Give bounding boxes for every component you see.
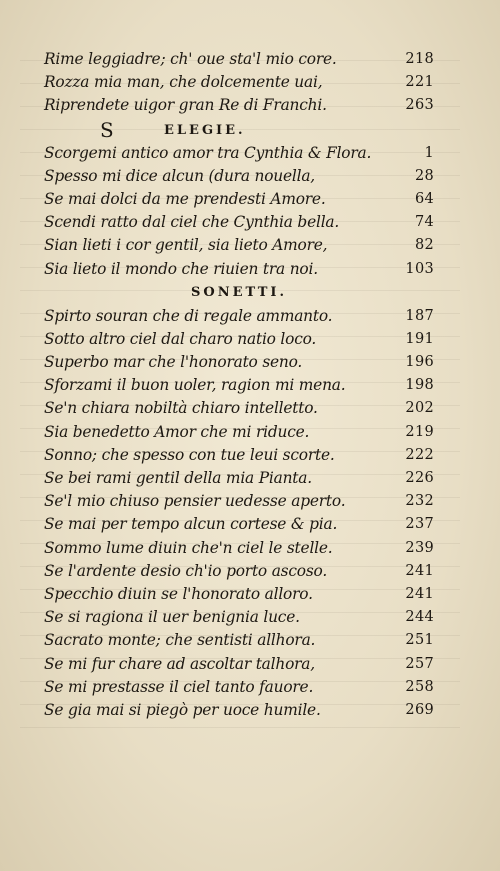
entry-page: 198 [405, 377, 434, 394]
entry-page: 258 [405, 678, 434, 695]
list-item [44, 142, 434, 165]
entry-page: 251 [405, 632, 434, 649]
entry-page: 191 [405, 330, 434, 347]
list-item [44, 258, 434, 281]
entry-text: Se'l mio chiuso pensier uedesse aperto. [44, 492, 346, 511]
entry-text: Riprendete uigor gran Re di Franchi. [44, 96, 327, 115]
list-item [44, 328, 434, 351]
list-item [44, 490, 434, 513]
entry-page: 218 [405, 51, 434, 67]
entry-page: 263 [405, 97, 434, 114]
entry-page: 239 [405, 539, 434, 556]
entry-page: 74 [414, 214, 434, 231]
entry-text: Sommo lume diuin che'n ciel le stelle. [44, 538, 333, 557]
entry-text: Rozza mia man, che dolcemente uai, [44, 73, 323, 92]
entry-page: 257 [405, 655, 434, 672]
entry-text: Sacrato monte; che sentisti allhora. [44, 631, 316, 650]
entry-text: Se mi prestasse il ciel tanto fauore. [44, 677, 314, 696]
list-item [44, 513, 434, 536]
list-item [44, 211, 434, 234]
entry-page: 219 [405, 423, 434, 440]
list-item [44, 653, 434, 676]
list-item [44, 71, 434, 94]
entry-text: Se mai dolci da me prendesti Amore. [44, 189, 326, 208]
entry-text: Sonno; che spesso con tue leui scorte. [44, 445, 335, 464]
entry-page: 196 [405, 354, 434, 371]
entry-page: 82 [414, 237, 434, 254]
list-item [44, 421, 434, 444]
entry-page: 28 [414, 167, 434, 184]
entry-page: 103 [405, 260, 434, 277]
entry-text: Sia lieto il mondo che riuien tra noi. [44, 259, 318, 278]
list-item [44, 444, 434, 467]
entry-text: Se'n chiara nobiltà chiaro intelletto. [44, 399, 318, 418]
entry-page: 232 [405, 493, 434, 510]
list-item [44, 537, 434, 560]
entry-text: Rime leggiadre; ch' oue sta'l mio core. [44, 50, 337, 68]
entry-page: 1 [424, 144, 434, 161]
entry-text: Sian lieti i cor gentil, sia lieto Amore, [44, 236, 328, 255]
list-item [44, 560, 434, 583]
entry-page: 221 [405, 74, 434, 91]
entry-text: Spesso mi dice alcun (dura nouella, [44, 166, 316, 185]
entry-page: 241 [405, 585, 434, 602]
entry-text: Superbo mar che l'honorato seno. [44, 353, 303, 372]
entry-text: Se gia mai si piegò per uoce humile. [44, 700, 321, 719]
entry-text: Scorgemi antico amor tra Cynthia & Flora. [44, 143, 372, 162]
list-item [44, 397, 434, 420]
entry-page: 187 [405, 307, 434, 324]
list-item [44, 165, 434, 188]
list-item [44, 234, 434, 257]
list-item [44, 305, 434, 328]
entry-text: Se l'ardente desio ch'io porto ascoso. [44, 561, 328, 580]
entry-page: 64 [414, 190, 434, 207]
entry-page: 244 [405, 609, 434, 626]
list-item [44, 48, 434, 71]
list-item [44, 188, 434, 211]
entry-page: 269 [405, 701, 434, 718]
section-heading-sonetti [44, 281, 434, 305]
list-item [44, 606, 434, 629]
entry-text: Se mai per tempo alcun cortese & pia. [44, 515, 338, 534]
list-item [44, 467, 434, 490]
entry-text: Scendi ratto dal ciel che Cynthia bella. [44, 213, 340, 232]
list-item [44, 94, 434, 117]
entry-page: 202 [405, 400, 434, 417]
list-item [44, 351, 434, 374]
entry-text: Se si ragiona il uer benignia luce. [44, 608, 300, 627]
entry-text: Se bei rami gentil della mia Pianta. [44, 469, 312, 487]
list-item [44, 676, 434, 699]
entry-page: 241 [405, 562, 434, 579]
list-item [44, 583, 434, 606]
entry-text: Specchio diuin se l'honorato alloro. [44, 584, 313, 603]
entry-text: Sforzami il buon uoler, ragion mi mena. [44, 376, 346, 395]
entry-page: 222 [405, 446, 434, 463]
section-capital: S [100, 117, 114, 142]
entry-text: Sotto altro ciel dal charo natio loco. [44, 329, 317, 348]
list-item [44, 374, 434, 397]
section-title: ELEGIE. [164, 122, 246, 138]
entry-text: Sia benedetto Amor che mi riduce. [44, 422, 310, 441]
entry-page: 237 [405, 516, 434, 533]
list-item [44, 629, 434, 652]
list-item [44, 699, 434, 722]
entry-page: 226 [405, 470, 434, 486]
index-list [44, 48, 434, 722]
entry-text: Se mi fur chare ad ascoltar talhora, [44, 654, 315, 673]
entry-text: Spirto souran che di regale ammanto. [44, 306, 333, 325]
section-heading-elegie [44, 118, 434, 142]
section-title: SONETTI. [191, 284, 287, 300]
